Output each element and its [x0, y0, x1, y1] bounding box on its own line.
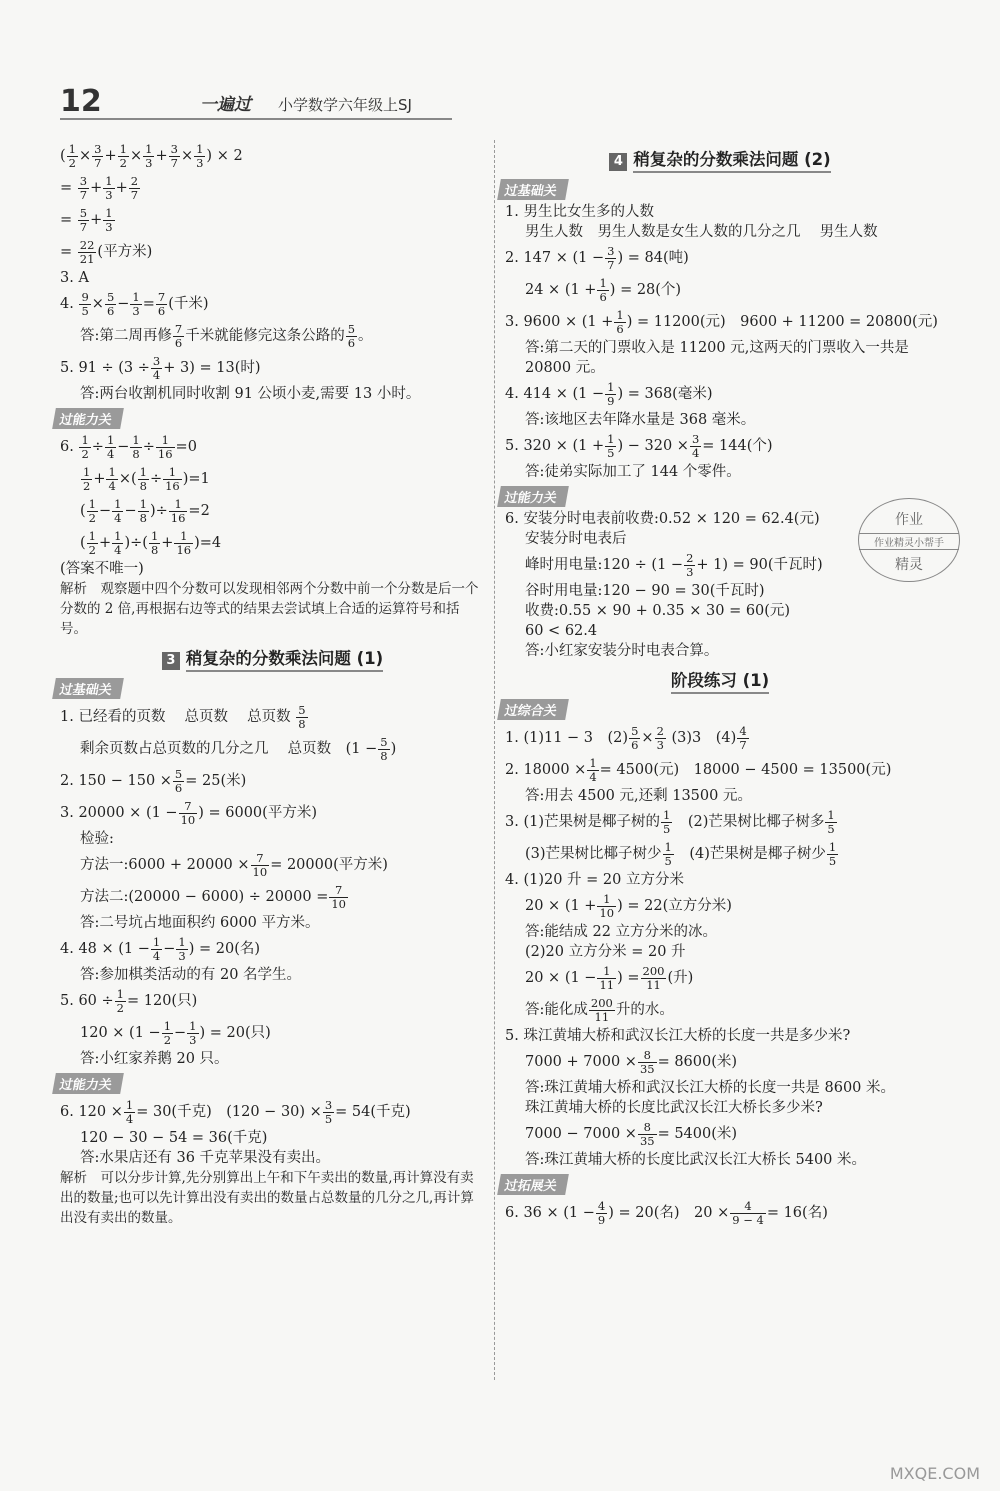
answer-line: 答:第二天的门票收入是 11200 元,这两天的门票收入一共是 20800 元。	[525, 340, 909, 376]
eq-line: 2. 150 − 150 × $\frac{5}{6}$ = 25(米)	[60, 766, 247, 795]
page-header	[60, 86, 460, 120]
eq-line: ( $\frac{1}{2}$ × $\frac{3}{7}$ + $\frac{1}{2}$ × $\frac{1}{3}$ + $\frac{3}{7}$ × $\frac{1}{3}$ ) × 2	[60, 141, 243, 170]
badge-basic: 过基础关	[497, 179, 569, 200]
badge-power-2: 过能力关	[52, 1073, 124, 1094]
eq-line: 2. 18000 × $\frac{1}{4}$ = 4500(元) 18000 − 4500 = 13500(元)	[505, 755, 892, 784]
answer-line: 答:能结成 22 立方分米的冰。	[525, 924, 718, 940]
answer-line: 答:参加棋类活动的有 20 名学生。	[80, 967, 302, 983]
eq-line: 剩余页数占总页数的几分之几 总页数 (1 − $\frac{5}{8}$ )	[80, 734, 397, 763]
eq-line: 7000 + 7000 × $\frac{8}{35}$ = 8600(米)	[525, 1047, 738, 1076]
answer-line: 男生人数 男生人数是女生人数的几分之几 男生人数	[525, 224, 878, 240]
eq-line: 4. 48 × (1 − $\frac{1}{4}$ − $\frac{1}{3}$ ) = 20(名)	[60, 934, 261, 963]
stage-practice-title: 阶段练习 (1)	[505, 667, 935, 691]
eq-line: 6. $\frac{1}{2}$ ÷ $\frac{1}{4}$ − $\frac{1}{8}$ ÷ $\frac{1}{16}$ =0	[60, 432, 197, 461]
eq-line: 7000 − 7000 × $\frac{8}{35}$ = 5400(米)	[525, 1119, 738, 1148]
answer-line: 答:小红家养鹅 20 只。	[80, 1051, 229, 1067]
eq-line: 谷时用电量:120 − 90 = 30(千瓦时)	[525, 583, 765, 599]
eq-line: 20 × (1 + $\frac{1}{10}$ ) = 22(立方分米)	[525, 891, 732, 920]
watermark: MXQE.COM	[889, 1464, 980, 1483]
header-rule	[60, 118, 452, 120]
answer-line: 答:该地区去年降水量是 368 毫米。	[525, 412, 756, 428]
analysis-text: 解析 可以分步计算,先分别算出上午和下午卖出的数量,再计算没有卖出的数量;也可以先计算出没有卖出的数量占总数量的几分之几,再计算出没有卖出的数量。	[60, 1170, 474, 1226]
answer-line: 答:第二周再修 $\frac{7}{6}$ 千米就能修完这条公路的 $\frac{5}{6}$ 。	[80, 321, 373, 350]
page-number: 12	[60, 84, 102, 119]
eq-line: 6. 36 × (1 − $\frac{4}{9}$ ) = 20(名) 20 × $\frac{4}{9 - 4}$ = 16(名)	[505, 1198, 828, 1227]
eq-line: $\frac{1}{2}$ + $\frac{1}{4}$ ×( $\frac{1}{8}$ ÷ $\frac{1}{16}$ )=1	[83, 464, 210, 493]
badge-extension: 过拓展关	[497, 1174, 569, 1195]
answer-line: 答:珠江黄埔大桥的长度比武汉长江大桥长 5400 米。	[525, 1152, 867, 1168]
eq-line: 峰时用电量:120 ÷ (1 − $\frac{2}{3}$ + 1) = 90(千瓦时)	[525, 550, 823, 579]
eq-line: 6. 安装分时电表前收费:0.52 × 120 = 62.4(元)	[505, 511, 820, 527]
eq-line: 4. (1)20 升 = 20 立方分米	[505, 872, 684, 888]
eq-line: 收费:0.55 × 90 + 0.35 × 30 = 60(元)	[525, 603, 791, 619]
eq-line: 20 × (1 − $\frac{1}{11}$ ) = $\frac{200}{11}$ (升)	[525, 963, 694, 992]
eq-line: 3. 20000 × (1 − $\frac{7}{10}$ ) = 6000(平方米)	[60, 798, 317, 827]
eq-line: 2. 147 × (1 − $\frac{3}{7}$ ) = 84(吨)	[505, 243, 689, 272]
badge-power: 过能力关	[52, 408, 124, 429]
eq-line: 6. 120 × $\frac{1}{4}$ = 30(千克) (120 − 30) × $\frac{3}{5}$ = 54(千克)	[60, 1097, 411, 1126]
eq-line: 5. 60 ÷ $\frac{1}{2}$ = 120(只)	[60, 986, 198, 1015]
stamp-logo: 作业 作业精灵小帮手 精灵	[858, 498, 960, 582]
eq-line: (2)20 立方分米 = 20 升	[525, 944, 686, 960]
eq-line: 5. 珠江黄埔大桥和武汉长江大桥的长度一共是多少米?	[505, 1028, 851, 1044]
answer-line: 答:二号坑占地面积约 6000 平方米。	[80, 915, 320, 931]
answer-line: 答:用去 4500 元,还剩 13500 元。	[525, 788, 752, 804]
eq-line: 珠江黄埔大桥的长度比武汉长江大桥长多少米?	[525, 1100, 823, 1116]
eq-line: 5. 91 ÷ (3 ÷ $\frac{3}{4}$ + 3) = 13(时)	[60, 353, 261, 382]
eq-line: = $\frac{3}{7}$ + $\frac{1}{3}$ + $\frac{2}{7}$	[60, 173, 139, 202]
eq-line: = $\frac{5}{7}$ + $\frac{1}{3}$	[60, 205, 113, 234]
header-subtitle: 小学数学六年级上SJ	[278, 96, 412, 114]
eq-line: 120 × (1 − $\frac{1}{2}$ − $\frac{1}{3}$ ) = 20(只)	[80, 1018, 271, 1047]
eq-line: 方法一:6000 + 20000 × $\frac{7}{10}$ = 20000(平方米)	[80, 850, 388, 879]
eq-line: 4. 414 × (1 − $\frac{1}{9}$ ) = 368(毫米)	[505, 379, 713, 408]
answer-line: 答:珠江黄埔大桥和武汉长江大桥的长度一共是 8600 米。	[525, 1080, 896, 1096]
answer-line: 答:徒弟实际加工了 144 个零件。	[525, 464, 741, 480]
eq-line: 60 < 62.4	[525, 623, 598, 639]
note: (答案不唯一)	[60, 561, 144, 577]
brand-logo: 一遍过	[200, 95, 251, 115]
eq-line: 3. 9600 × (1 + $\frac{1}{6}$ ) = 11200(元) 9600 + 11200 = 20800(元)	[505, 307, 938, 336]
column-divider	[494, 140, 495, 1380]
answer-line: 3. A	[60, 270, 89, 286]
eq-line: 方法二:(20000 − 6000) ÷ 20000 = $\frac{7}{10}$	[80, 882, 346, 911]
check-label: 检验:	[80, 831, 114, 847]
analysis-text: 解析 观察题中四个分数可以发现相邻两个分数中前一个分数是后一个分数的 2 倍,再根据右边等式的结果去尝试填上合适的运算符号和括号。	[60, 581, 479, 637]
eq-line: 1. 已经看的页数 总页数 总页数 $\frac{5}{8}$	[60, 702, 306, 731]
eq-line: 4. $\frac{9}{5}$ × $\frac{5}{6}$ − $\frac{1}{3}$ = $\frac{7}{6}$ (千米)	[60, 289, 209, 318]
eq-line: = $\frac{22}{21}$ (平方米)	[60, 237, 153, 266]
badge-power: 过能力关	[497, 486, 569, 507]
answer-line: 1. 男生比女生多的人数	[505, 204, 654, 220]
answer-line: 答:水果店还有 36 千克苹果没有卖出。	[80, 1150, 331, 1166]
eq-line: 5. 320 × (1 + $\frac{1}{5}$ ) − 320 × $\frac{3}{4}$ = 144(个)	[505, 431, 773, 460]
section-4-title: 4 稍复杂的分数乘法问题 (2)	[505, 146, 935, 171]
eq-line: 3. (1)芒果树是椰子树的 $\frac{1}{5}$ (2)芒果树比椰子树多 $\frac{1}{5}$	[505, 807, 835, 836]
left-column	[60, 140, 485, 1228]
eq-line: 安装分时电表后	[525, 531, 627, 547]
eq-line: 120 − 30 − 54 = 36(千克)	[80, 1130, 268, 1146]
answer-line: 答:小红家安装分时电表合算。	[525, 643, 719, 659]
right-column	[503, 140, 938, 1229]
eq-line: (3)芒果树比椰子树少 $\frac{1}{5}$ (4)芒果树是椰子树少 $\frac{1}{5}$	[525, 839, 837, 868]
eq-line: ( $\frac{1}{2}$ + $\frac{1}{4}$ )÷( $\frac{1}{8}$ + $\frac{1}{16}$ )=4	[80, 528, 222, 557]
badge-basic: 过基础关	[52, 678, 124, 699]
eq-line: 1. (1)11 − 3 (2) $\frac{5}{6}$ × $\frac{2}{3}$ (3)3 (4) $\frac{4}{7}$	[505, 723, 747, 752]
answer-line: 答:两台收割机同时收割 91 公顷小麦,需要 13 小时。	[80, 386, 421, 402]
section-3-title: 3 稍复杂的分数乘法问题 (1)	[60, 645, 485, 670]
eq-line: ( $\frac{1}{2}$ − $\frac{1}{4}$ − $\frac{1}{8}$ )÷ $\frac{1}{16}$ =2	[80, 496, 210, 525]
answer-line: 答:能化成 $\frac{200}{11}$ 升的水。	[525, 995, 674, 1024]
eq-line: 24 × (1 + $\frac{1}{6}$ ) = 28(个)	[525, 275, 682, 304]
badge-comprehensive: 过综合关	[497, 699, 569, 720]
